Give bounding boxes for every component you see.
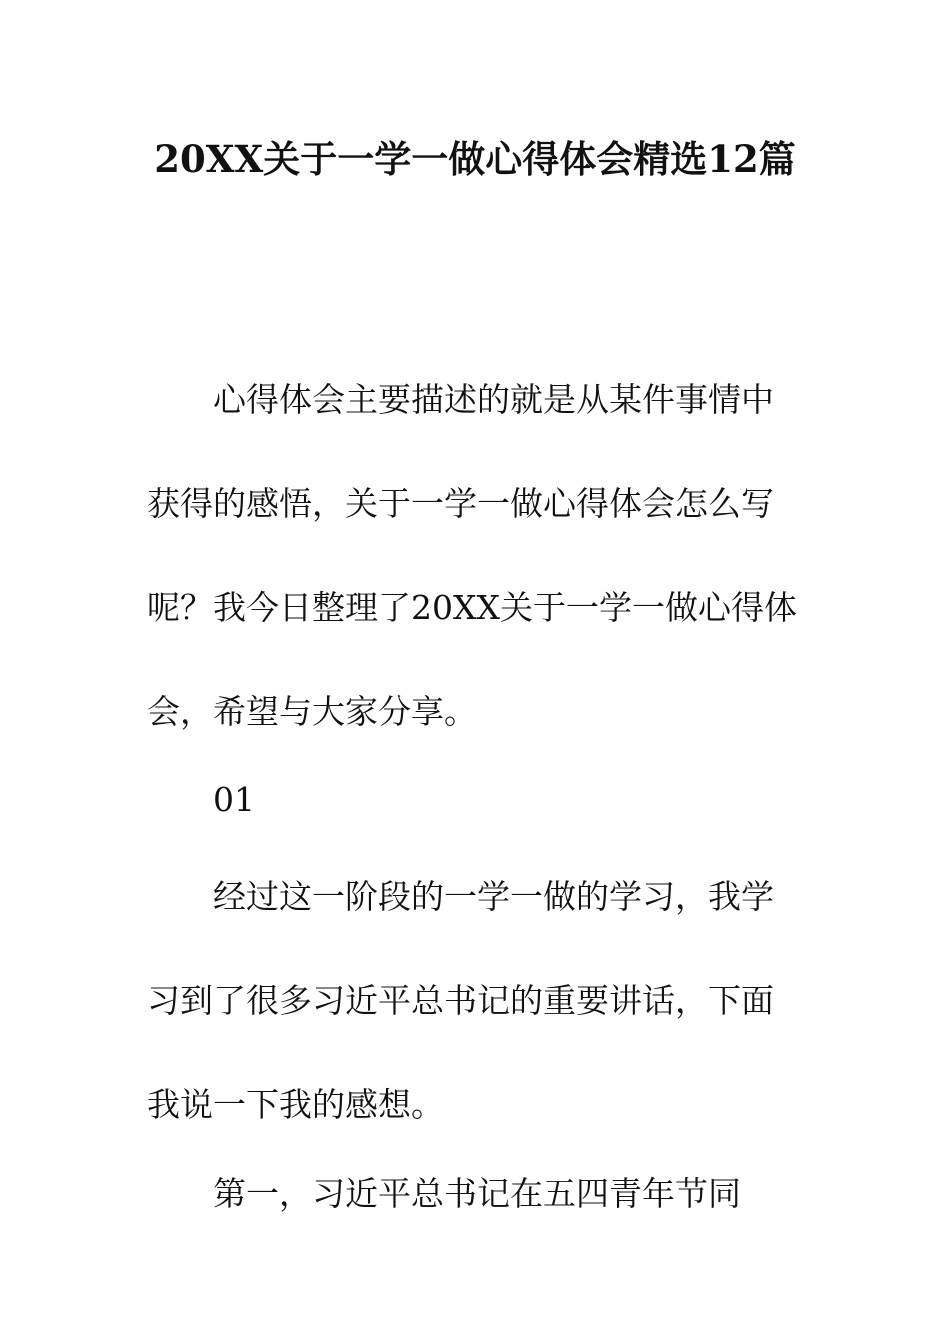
section-number: 01 [213,780,255,819]
body-paragraph: 经过这一阶段的一学一做的学习，我学习到了很多习近平总书记的重要讲话，下面我说一下我的感想。 [147,877,774,1124]
body-paragraph-continued: 第一，习近平总书记在五四青年节同 [213,1174,741,1213]
intro-paragraph: 心得体会主要描述的就是从某件事情中获得的感悟，关于一学一做心得体会怎么写呢？我今日整理了20XX关于一学一做心得体会，希望与大家分享。 [147,380,797,731]
document-title: 20XX关于一学一做心得体会精选12篇 [154,137,796,181]
